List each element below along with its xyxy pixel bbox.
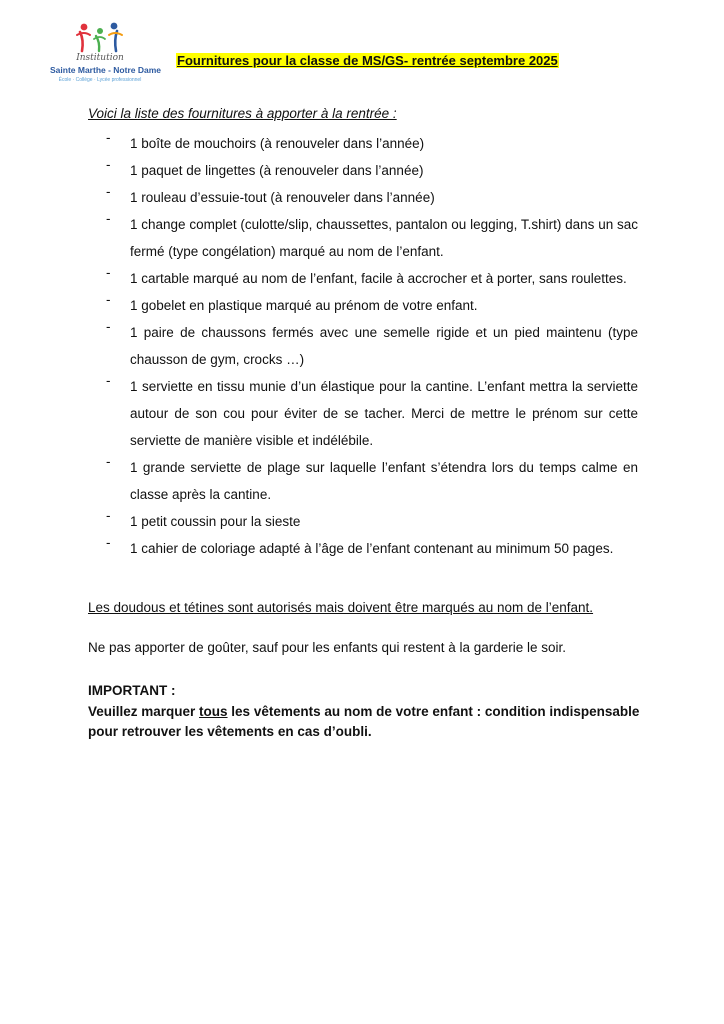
list-item-text: 1 cartable marqué au nom de l’enfant, facile à accrocher et à porter, sans roulettes. — [130, 271, 627, 286]
list-item-text: 1 paquet de lingettes (à renouveler dans l’année) — [130, 163, 424, 178]
list-dash: - — [106, 454, 111, 469]
list-item-text: 1 grande serviette de plage sur laquelle l’enfant s’étendra lors du temps calme en classe après la cantine. — [130, 460, 638, 502]
list-dash: - — [106, 535, 111, 550]
list-item-text: 1 rouleau d’essuie-tout (à renouveler dans l’année) — [130, 190, 435, 205]
list-item-text: 1 boîte de mouchoirs (à renouveler dans l’année) — [130, 136, 425, 151]
family-figures-icon — [74, 20, 126, 54]
list-dash: - — [106, 130, 111, 145]
logo-tagline: École · Collège · Lycée professionnel — [58, 77, 142, 83]
important-text — [88, 702, 648, 742]
list-dash: - — [106, 265, 111, 280]
list-item-text: 1 cahier de coloriage adapté à l’âge de l’enfant contenant au minimum 50 pages. — [130, 541, 614, 556]
list-dash: - — [106, 508, 111, 523]
important-text-start: Veuillez marquer — [88, 704, 200, 719]
important-heading: IMPORTANT : — [88, 683, 176, 698]
list-item-text: 1 change complet (culotte/slip, chaussettes, pantalon ou legging, T.shirt) dans un sac fermé (type congélation) marqué au nom de l’enfant. — [130, 217, 638, 259]
important-emphasis: tous — [199, 704, 228, 719]
document-title: Fournitures pour la classe de MS/GS- rentrée septembre 2025 — [177, 53, 558, 68]
list-dash: - — [106, 292, 111, 307]
list-item-text: 1 paire de chaussons fermés avec une semelle rigide et un pied maintenu (type chausson de gym, crocks …) — [130, 325, 638, 367]
school-logo — [50, 20, 161, 84]
list-item-text: 1 serviette en tissu munie d’un élastique pour la cantine. L’enfant mettra la serviette autour de son cou pour éviter de se tacher. Merci de mettre le prénom sur cette serviette de manière visible et indélébile. — [130, 379, 638, 448]
gouter-note: Ne pas apporter de goûter, sauf pour les enfants qui restent à la garderie le soir. — [88, 640, 567, 655]
doudous-note: Les doudous et tétines sont autorisés mais doivent être marqués au nom de l’enfant. — [88, 600, 594, 615]
list-dash: - — [106, 157, 111, 172]
logo-school-name: Sainte Marthe - Notre Dame — [50, 65, 161, 75]
logo-script-text: Institution — [76, 53, 124, 63]
list-intro: Voici la liste des fournitures à apporter à la rentrée : — [88, 106, 397, 121]
list-item-text: 1 gobelet en plastique marqué au prénom de votre enfant. — [130, 298, 478, 313]
list-dash: - — [106, 211, 111, 226]
list-dash: - — [106, 184, 111, 199]
list-dash: - — [106, 373, 111, 388]
important-text-end: les vêtements au nom de votre enfant : condition indispensable pour retrouver les vêtements en cas d’oubli. — [88, 704, 640, 739]
list-item-text: 1 petit coussin pour la sieste — [130, 514, 301, 529]
list-dash: - — [106, 319, 111, 334]
